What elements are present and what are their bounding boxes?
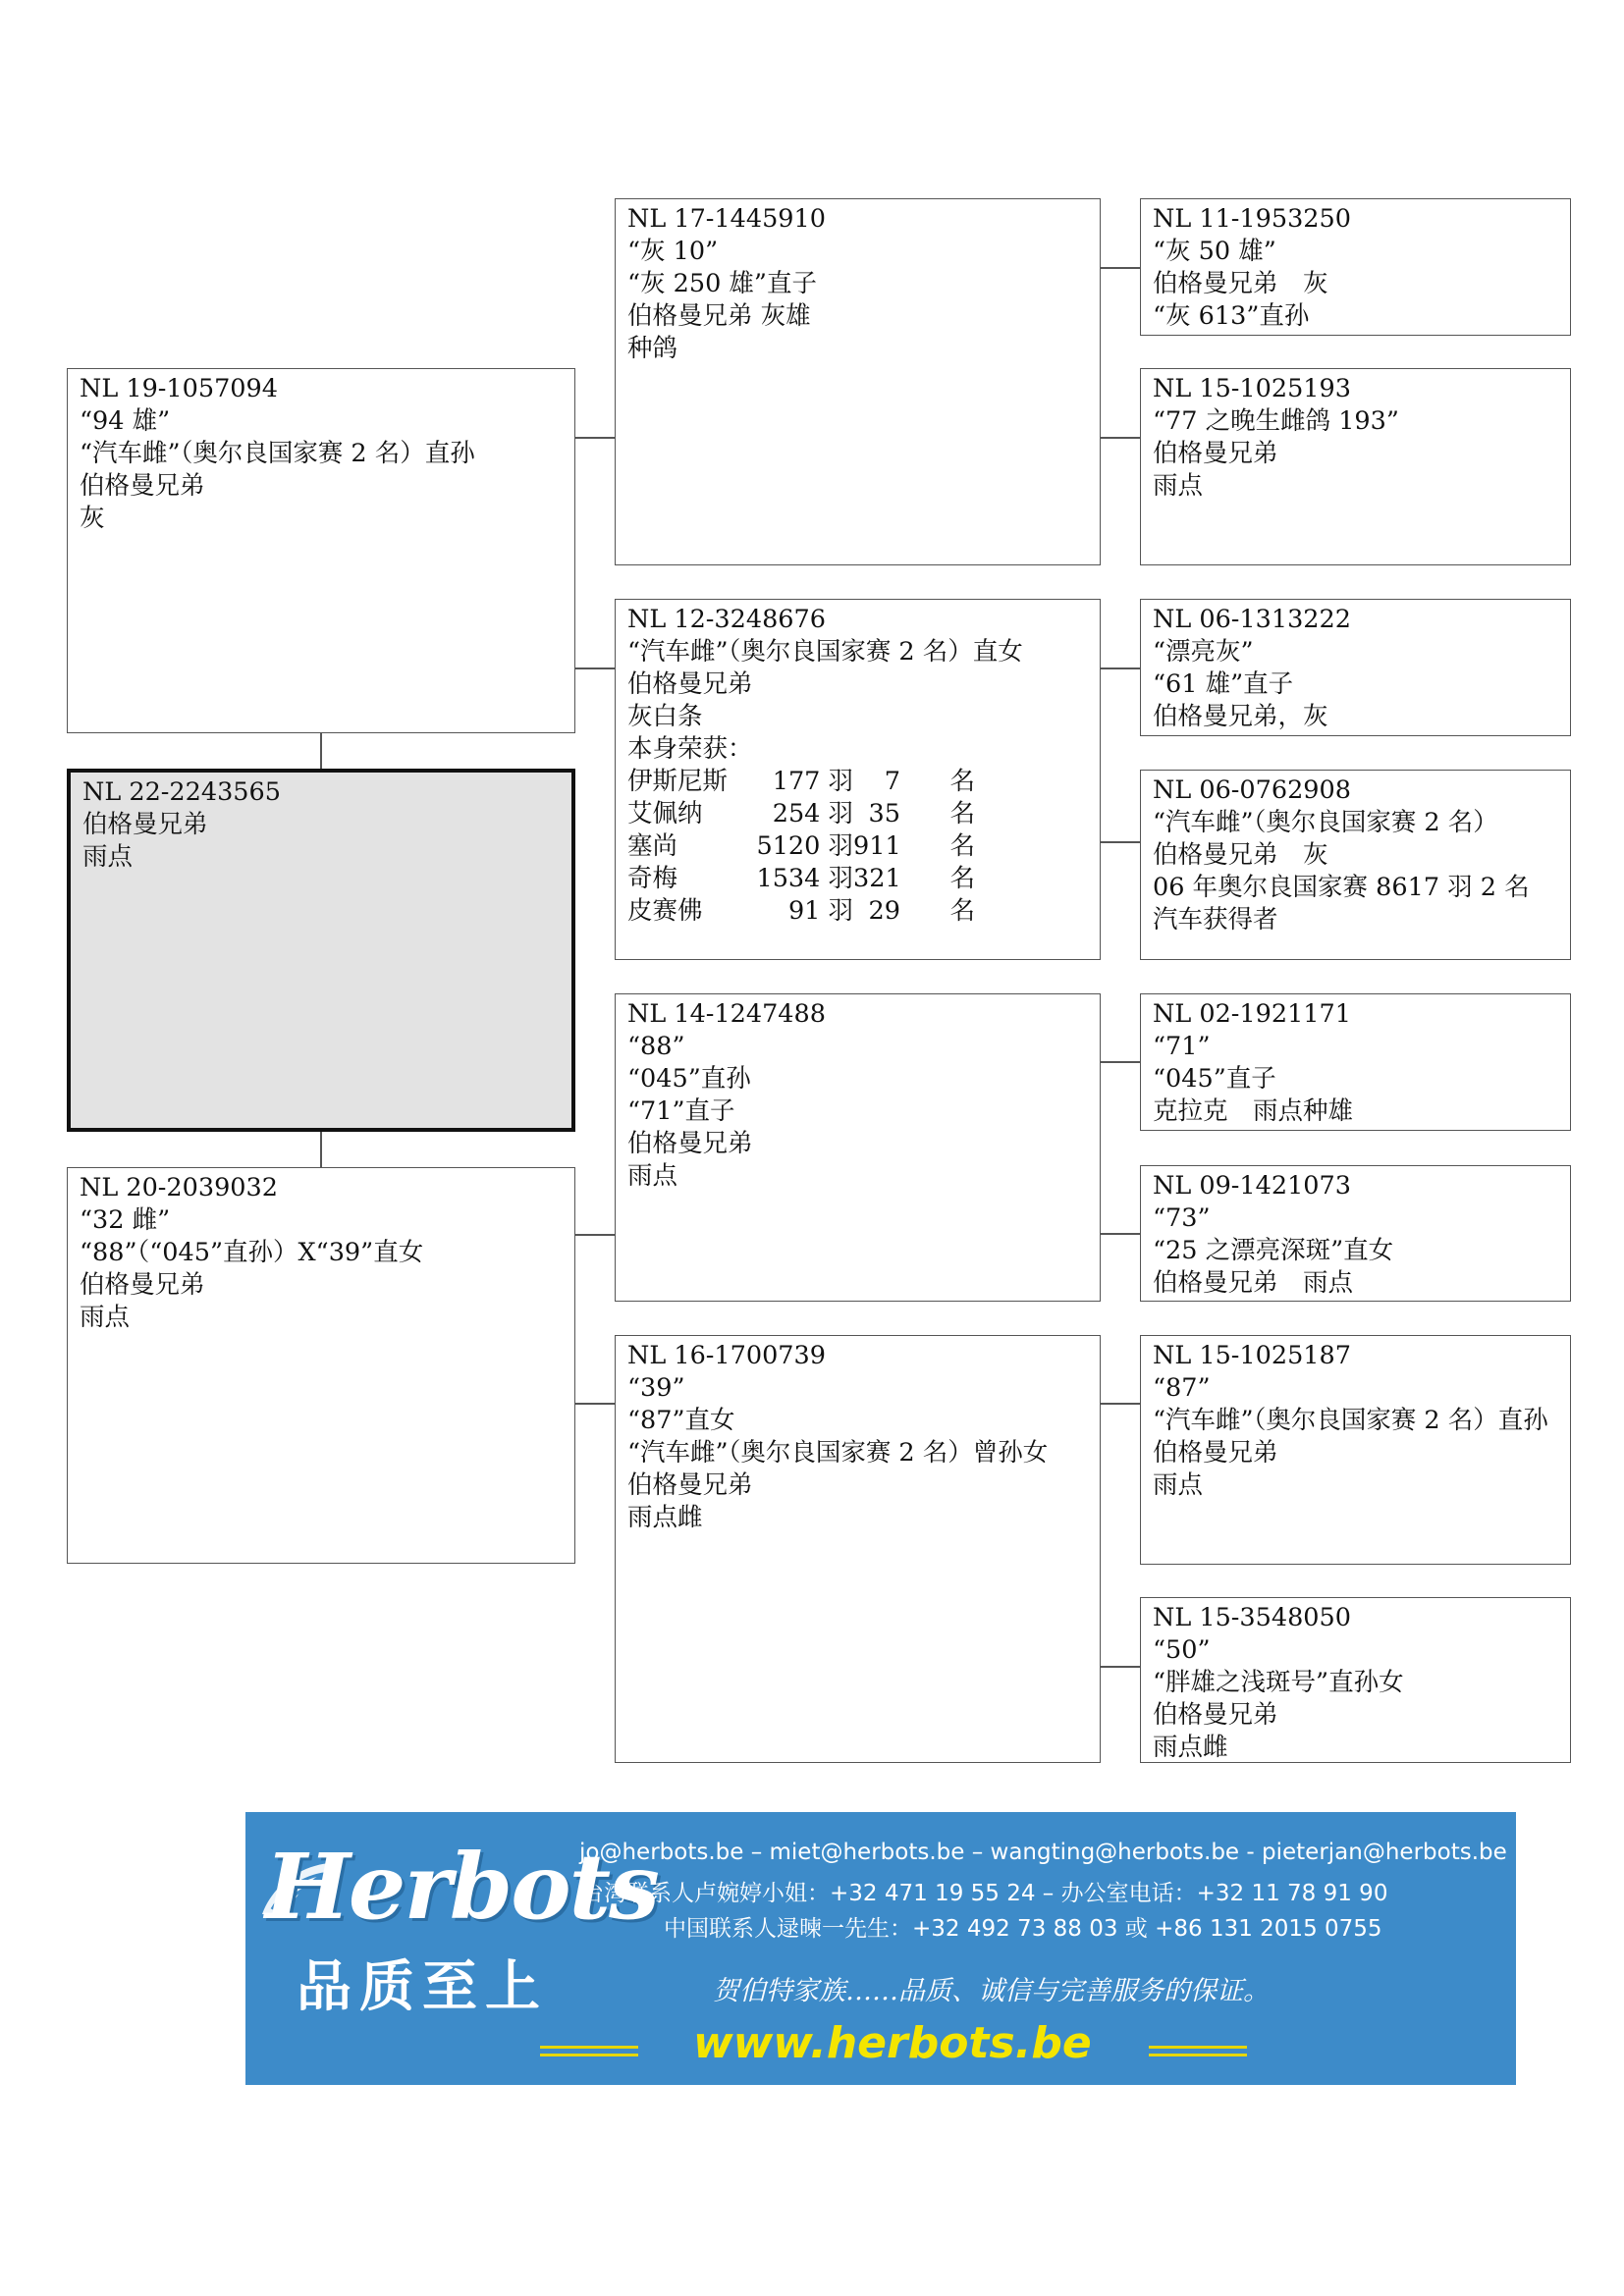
connector xyxy=(1101,437,1140,439)
connector xyxy=(1101,267,1140,269)
color: 雨点 xyxy=(1153,1470,1204,1500)
breeder: 伯格曼兄弟 xyxy=(1153,439,1278,468)
sire-sire-box xyxy=(615,198,1101,565)
pigeon-name: “87” xyxy=(1153,1373,1211,1403)
honor-row: 皮赛佛 91 羽 29 名 xyxy=(627,896,975,926)
ring-number: NL 15-1025187 xyxy=(1153,1341,1351,1370)
ring-number: NL 15-3548050 xyxy=(1153,1603,1351,1632)
pigeon-name: “77 之晚生雌鸽 193” xyxy=(1153,406,1399,436)
pedigree-note: “汽车雌”（奥尔良国家赛 2 名）直孙 xyxy=(1153,1406,1548,1435)
breeder: 伯格曼兄弟 xyxy=(627,1470,753,1500)
ring-number: NL 16-1700739 xyxy=(627,1341,826,1370)
connector xyxy=(1101,1403,1140,1405)
sss-box xyxy=(1140,198,1571,336)
honor-row: 伊斯尼斯 177 羽 7 名 xyxy=(627,767,975,796)
slogan: 品质至上 xyxy=(297,1955,548,2019)
pedigree-note: “045”直子 xyxy=(1153,1064,1276,1094)
taiwan-contact: 台湾联系人卢婉婷小姐：+32 471 19 55 24 – 办公室电话：+32 11 78 91 90 xyxy=(581,1881,1388,1906)
connector xyxy=(1101,1233,1140,1235)
divider xyxy=(1149,2046,1247,2049)
honors-heading: 本身荣获： xyxy=(627,734,753,764)
dam-box xyxy=(67,1167,575,1564)
color: 雨点 xyxy=(627,1161,678,1191)
pedigree-note: “71”直子 xyxy=(627,1096,735,1126)
ring-number: NL 19-1057094 xyxy=(80,374,278,403)
connector xyxy=(575,1403,615,1405)
pigeon-name: “71” xyxy=(1153,1032,1211,1061)
pigeon-name: “50” xyxy=(1153,1635,1211,1665)
ring-number: NL 02-1921171 xyxy=(1153,999,1351,1029)
pedigree-note: “88”（“045”直孙）X“39”直女 xyxy=(80,1238,424,1267)
breeder: 伯格曼兄弟 xyxy=(627,1129,753,1158)
dsd-box xyxy=(1140,1165,1571,1302)
ring-number: NL 14-1247488 xyxy=(627,999,826,1029)
role: 种鸽 xyxy=(627,334,678,363)
breeder: 伯格曼兄弟 xyxy=(80,471,205,501)
pigeon-name: “88” xyxy=(627,1032,685,1061)
pedigree-note: “045”直孙 xyxy=(627,1064,751,1094)
honors-list xyxy=(627,766,1088,928)
pedigree-note: “25 之漂亮深斑”直女 xyxy=(1153,1236,1394,1265)
color: 灰白条 xyxy=(627,702,703,731)
breeder: 伯格曼兄弟 雨点 xyxy=(1153,1268,1354,1298)
breeder: 伯格曼兄弟 灰雄 xyxy=(627,301,811,331)
pigeon-name: “灰 50 雄” xyxy=(1153,237,1276,266)
ring-number: NL 12-3248676 xyxy=(627,605,826,634)
pigeon-name: “94 雄” xyxy=(80,406,171,436)
connector xyxy=(1101,1666,1140,1668)
pedigree-note: “87”直女 xyxy=(627,1406,735,1435)
contact-emails: jo@herbots.be – miet@herbots.be – wangting@herbots.be - pieterjan@herbots.be xyxy=(579,1840,1507,1865)
breeder: 伯格曼兄弟 xyxy=(1153,1700,1278,1730)
dss-box xyxy=(1140,993,1571,1131)
pigeon-name: “39” xyxy=(627,1373,685,1403)
pedigree-note: “汽车雌”（奥尔良国家赛 2 名）直孙 xyxy=(80,439,475,468)
divider xyxy=(540,2046,638,2049)
sds-box xyxy=(1140,599,1571,736)
dds-box xyxy=(1140,1335,1571,1565)
connector xyxy=(575,667,615,669)
herbots-banner xyxy=(245,1812,1516,2085)
honor-row: 奇梅 1534 羽 321 名 xyxy=(627,864,975,893)
ring-number: NL 20-2039032 xyxy=(80,1173,278,1202)
sire-box xyxy=(67,368,575,733)
connector xyxy=(1101,841,1140,843)
dam-dam-box xyxy=(615,1335,1101,1763)
breeder: 克拉克 雨点种雄 xyxy=(1153,1096,1354,1126)
color: 雨点雌 xyxy=(1153,1733,1228,1762)
pigeon-name: “汽车雌”（奥尔良国家赛 2 名） xyxy=(1153,808,1498,837)
color: 雨点 xyxy=(82,842,134,872)
pigeon-name: “灰 10” xyxy=(627,237,719,266)
website-link[interactable]: www.herbots.be xyxy=(693,2018,1092,2068)
pigeon-name: “73” xyxy=(1153,1203,1211,1233)
color: 雨点 xyxy=(1153,471,1204,501)
pedigree-note: “灰 613”直孙 xyxy=(1153,301,1310,331)
subject-box xyxy=(67,769,575,1132)
connector xyxy=(320,733,322,769)
breeder: 伯格曼兄弟 xyxy=(82,810,208,839)
pedigree-note: “61 雄”直子 xyxy=(1153,669,1294,699)
color: 雨点 xyxy=(80,1303,131,1332)
connector xyxy=(575,1234,615,1236)
honor-row: 塞尚 5120 羽 911 名 xyxy=(627,831,975,861)
ring-number: NL 06-1313222 xyxy=(1153,605,1351,634)
pigeon-name: “32 雌” xyxy=(80,1205,171,1235)
breeder: 伯格曼兄弟 灰 xyxy=(1153,269,1328,298)
china-contact: 中国联系人逯暕一先生：+32 492 73 88 03 或 +86 131 2015 0755 xyxy=(664,1916,1382,1942)
pedigree-note: “汽车雌”（奥尔良国家赛 2 名）直女 xyxy=(627,637,1023,667)
ring-number: NL 11-1953250 xyxy=(1153,204,1351,234)
connector xyxy=(1101,1061,1140,1063)
ring-number: NL 15-1025193 xyxy=(1153,374,1351,403)
achievement: 06 年奥尔良国家赛 8617 羽 2 名 xyxy=(1153,873,1530,902)
sire-dam-box xyxy=(615,599,1101,960)
ring-number: NL 17-1445910 xyxy=(627,204,826,234)
sdd-box xyxy=(1140,770,1571,960)
honor-row: 艾佩纳 254 羽 35 名 xyxy=(627,799,975,828)
achievement: 汽车获得者 xyxy=(1153,905,1278,934)
motto: 贺伯特家族……品质、诚信与完善服务的保证。 xyxy=(713,1976,1270,2006)
breeder: 伯格曼兄弟 xyxy=(1153,1438,1278,1468)
ring-number: NL 06-0762908 xyxy=(1153,775,1351,805)
pedigree-note: “汽车雌”（奥尔良国家赛 2 名）曾孙女 xyxy=(627,1438,1049,1468)
color: 灰 xyxy=(80,504,105,533)
divider xyxy=(540,2054,638,2056)
breeder: 伯格曼兄弟 xyxy=(627,669,753,699)
pedigree-note: “灰 250 雄”直子 xyxy=(627,269,817,298)
divider xyxy=(1149,2054,1247,2056)
color: 雨点雌 xyxy=(627,1503,703,1532)
ssd-box xyxy=(1140,368,1571,565)
connector xyxy=(320,1132,322,1167)
dam-sire-box xyxy=(615,993,1101,1302)
herbots-logo: Herbots xyxy=(265,1834,658,1940)
connector xyxy=(1101,667,1140,669)
breeder: 伯格曼兄弟，灰 xyxy=(1153,702,1328,731)
ring-number: NL 09-1421073 xyxy=(1153,1171,1351,1201)
ring-number: NL 22-2243565 xyxy=(82,777,281,807)
pigeon-name: “漂亮灰” xyxy=(1153,637,1254,667)
connector xyxy=(575,437,615,439)
pedigree-note: “胖雄之浅斑号”直孙女 xyxy=(1153,1668,1404,1697)
breeder: 伯格曼兄弟 xyxy=(80,1270,205,1300)
ddd-box xyxy=(1140,1597,1571,1763)
breeder: 伯格曼兄弟 灰 xyxy=(1153,840,1328,870)
